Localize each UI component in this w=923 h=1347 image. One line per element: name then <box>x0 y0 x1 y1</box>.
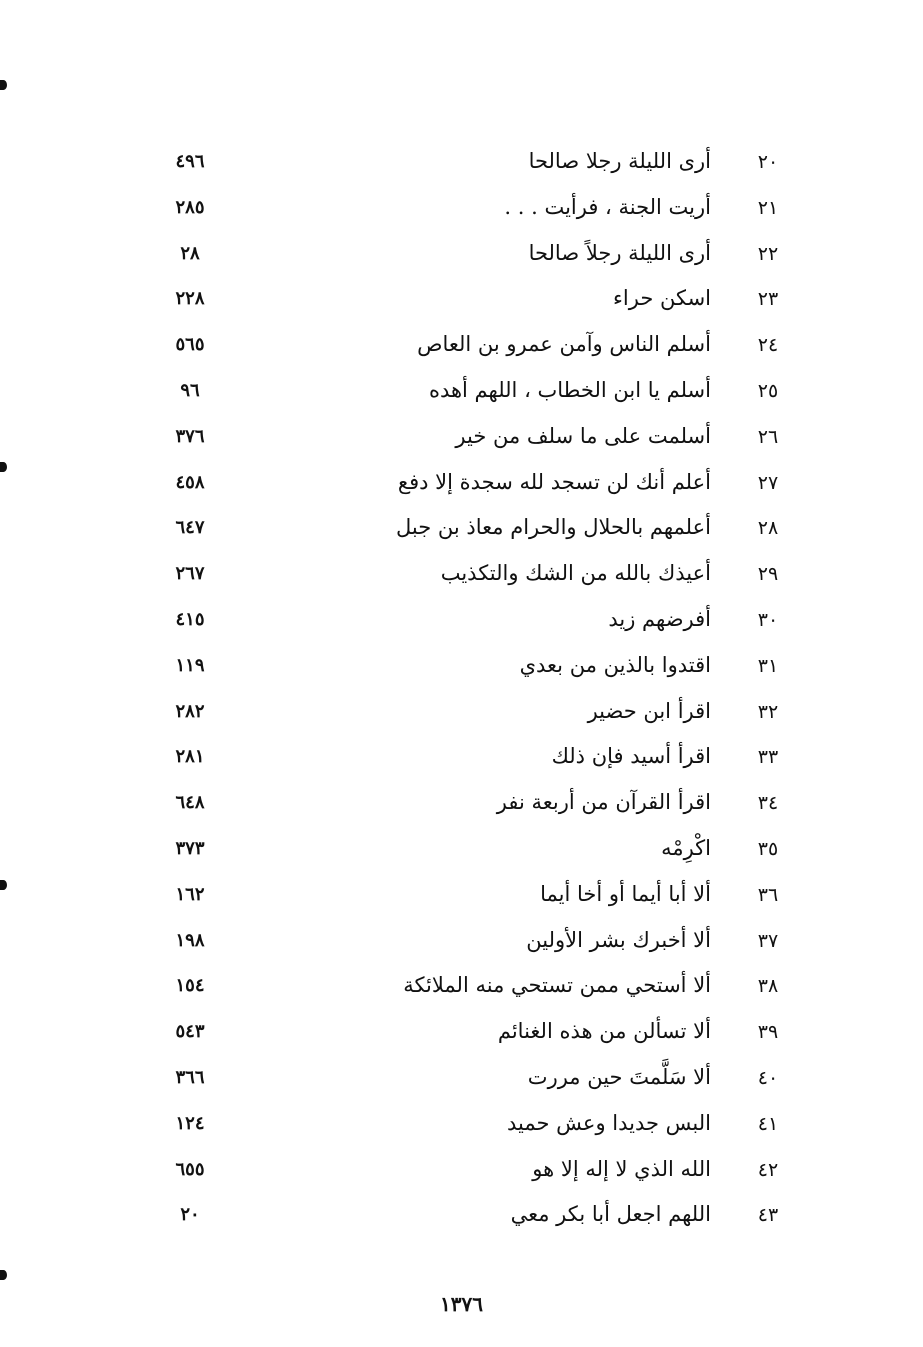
index-row <box>0 555 923 601</box>
entry-page-ref: ٤٩٦ <box>175 151 205 172</box>
index-row <box>0 1013 923 1059</box>
entry-number: ٢٧ <box>757 471 779 494</box>
entry-page-ref: ٢٨٢ <box>175 700 205 722</box>
entry-number: ٣١ <box>757 654 779 677</box>
entry-number: ٣٣ <box>757 746 779 769</box>
entry-page-ref: ٢٨ <box>180 242 200 264</box>
entry-text: ألا أستحي ممن تستحي منه الملائكة <box>403 973 711 998</box>
entry-number: ٢١ <box>757 196 779 219</box>
entry-page-ref: ٤٥٨ <box>175 471 205 493</box>
entry-number: ٣٩ <box>757 1021 779 1044</box>
scan-edge-mark <box>0 80 7 90</box>
entry-page-ref: ١٩٨ <box>175 929 205 951</box>
entry-text: أعلمهم بالحلال والحرام معاذ بن جبل <box>395 515 711 540</box>
entry-text: ألا تسألن من هذه الغنائم <box>497 1019 711 1044</box>
index-row <box>0 693 923 739</box>
entry-text: أسلم يا ابن الخطاب ، اللهم أهده <box>428 377 711 402</box>
entry-page-ref: ٢٨١ <box>175 746 205 768</box>
entry-text: اقرأ أسيد فإن ذلك <box>551 744 711 769</box>
index-row <box>0 143 923 189</box>
entry-text: أعلم أنك لن تسجد لله سجدة إلا دفع <box>397 469 711 494</box>
index-row <box>0 922 923 968</box>
entry-number: ٣٤ <box>757 792 779 815</box>
entry-text: الله الذي لا إله إلا هو <box>532 1156 711 1181</box>
entry-page-ref: ١٥٤ <box>175 975 205 997</box>
entry-page-ref: ٣٧٣ <box>175 837 205 859</box>
entry-text: ألا أبا أيما أو أخا أيما <box>540 881 711 906</box>
index-row <box>0 280 923 326</box>
index-row <box>0 372 923 418</box>
index-row <box>0 418 923 464</box>
entry-number: ٣٠ <box>757 608 779 631</box>
index-row <box>0 876 923 922</box>
entry-text: أرى الليلة رجلا صالحا <box>528 149 711 173</box>
entry-text: ألا سَلَّمتَ حين مررت <box>527 1064 711 1089</box>
entry-number: ٣٧ <box>757 929 779 952</box>
index-list <box>0 143 923 1242</box>
entry-page-ref: ١١٩ <box>175 654 205 676</box>
entry-page-ref: ٦٥٥ <box>175 1158 205 1180</box>
entry-page-ref: ٣٦٦ <box>175 1066 205 1088</box>
index-row <box>0 1151 923 1197</box>
entry-text: اقرأ القرآن من أربعة نفر <box>496 790 711 815</box>
entry-page-ref: ٢٨٥ <box>175 196 205 218</box>
index-row <box>0 647 923 693</box>
entry-number: ٢٠ <box>757 151 779 173</box>
entry-text: أريت الجنة ، فرأيت . . . <box>504 194 711 219</box>
entry-page-ref: ١٦٢ <box>175 883 205 905</box>
entry-text: أرى الليلة رجلاً صالحا <box>528 240 711 265</box>
index-row <box>0 830 923 876</box>
entry-page-ref: ١٢٤ <box>175 1112 205 1134</box>
entry-number: ٢٥ <box>757 379 779 402</box>
entry-number: ٢٤ <box>757 334 779 357</box>
entry-number: ٢٨ <box>757 517 779 540</box>
entry-page-ref: ٢٠ <box>180 1204 200 1226</box>
index-row <box>0 189 923 235</box>
scan-edge-mark <box>0 1270 7 1280</box>
entry-page-ref: ٦٤٨ <box>175 792 205 814</box>
entry-page-ref: ٥٦٥ <box>175 334 205 356</box>
entry-number: ٣٨ <box>757 975 779 998</box>
entry-text: أسلم الناس وآمن عمرو بن العاص <box>417 332 711 357</box>
index-row <box>0 601 923 647</box>
page-number: ١٣٧٦ <box>440 1292 483 1316</box>
entry-number: ٣٢ <box>757 700 779 723</box>
entry-number: ٣٦ <box>757 883 779 906</box>
entry-text: اقتدوا بالذين من بعدي <box>519 652 711 677</box>
entry-text: البس جديدا وعش حميد <box>506 1110 711 1135</box>
entry-number: ٢٢ <box>757 242 779 265</box>
index-row <box>0 1196 923 1242</box>
entry-text: اكْرِمْه <box>661 835 711 860</box>
entry-page-ref: ٣٧٦ <box>175 425 205 447</box>
entry-page-ref: ٤١٥ <box>175 608 205 630</box>
entry-text: اللهم اجعل أبا بكر معي <box>510 1202 711 1227</box>
entry-text: ألا أخبرك بشر الأولين <box>526 927 711 952</box>
index-row <box>0 1105 923 1151</box>
entry-page-ref: ٦٤٧ <box>175 517 205 539</box>
entry-page-ref: ٢٢٨ <box>175 288 205 310</box>
entry-text: أسلمت على ما سلف من خير <box>455 423 711 448</box>
index-row <box>0 464 923 510</box>
index-row <box>0 509 923 555</box>
entry-text: أفرضهم زيد <box>608 606 711 631</box>
entry-number: ٢٣ <box>757 288 779 311</box>
entry-number: ٢٩ <box>757 563 779 586</box>
index-row <box>0 784 923 830</box>
entry-text: أعيذك بالله من الشك والتكذيب <box>440 561 711 586</box>
entry-number: ٢٦ <box>757 425 779 448</box>
index-row <box>0 235 923 281</box>
index-row <box>0 326 923 372</box>
entry-text: اسكن حراء <box>613 286 711 311</box>
entry-number: ٤٠ <box>757 1066 779 1089</box>
entry-number: ٤١ <box>757 1112 779 1135</box>
entry-number: ٤٣ <box>757 1204 779 1227</box>
entry-number: ٤٢ <box>757 1158 779 1181</box>
index-row <box>0 967 923 1013</box>
entry-number: ٣٥ <box>757 837 779 860</box>
entry-page-ref: ٩٦ <box>180 379 200 401</box>
index-row <box>0 1059 923 1105</box>
entry-text: اقرأ ابن حضير <box>587 698 711 723</box>
index-row <box>0 738 923 784</box>
entry-page-ref: ٥٤٣ <box>175 1021 205 1043</box>
entry-page-ref: ٢٦٧ <box>175 563 205 585</box>
